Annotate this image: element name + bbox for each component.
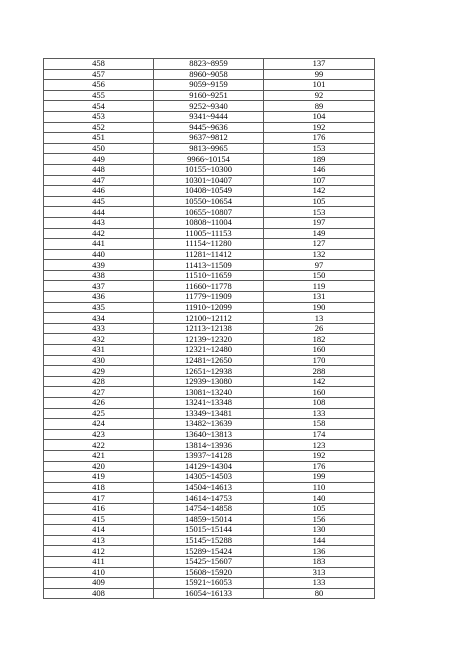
table-row [44,588,375,599]
count-cell: 26 [264,323,375,334]
count-cell: 197 [264,217,375,228]
count-cell: 107 [264,175,375,186]
rank-range-cell: 11910~12099 [154,302,264,313]
count-cell: 313 [264,567,375,578]
rank-range-cell: 9252~9340 [154,101,264,112]
rank-range-cell: 14504~14613 [154,482,264,493]
rank-range-cell: 13937~14128 [154,450,264,461]
rank-range-cell: 11660~11778 [154,281,264,292]
table-row [44,313,375,324]
count-cell: 105 [264,503,375,514]
rank-range-cell: 10655~10807 [154,207,264,218]
score-cell: 443 [44,217,154,228]
score-cell: 448 [44,164,154,175]
rank-range-cell: 14614~14753 [154,493,264,504]
count-cell: 140 [264,493,375,504]
count-cell: 137 [264,59,375,70]
table-row [44,249,375,260]
count-cell: 149 [264,228,375,239]
rank-range-cell: 13081~13240 [154,387,264,398]
table-row [44,419,375,430]
rank-range-cell: 12321~12480 [154,345,264,356]
rank-range-cell: 11510~11659 [154,270,264,281]
table-row [44,302,375,313]
table-row [44,503,375,514]
count-cell: 144 [264,535,375,546]
rank-range-cell: 12100~12112 [154,313,264,324]
rank-range-cell: 9445~9636 [154,122,264,133]
score-cell: 432 [44,334,154,345]
score-cell: 438 [44,270,154,281]
count-cell: 142 [264,376,375,387]
count-cell: 288 [264,366,375,377]
table-row [44,408,375,419]
table-row [44,461,375,472]
count-cell: 104 [264,111,375,122]
score-cell: 454 [44,101,154,112]
count-cell: 105 [264,196,375,207]
score-cell: 437 [44,281,154,292]
count-cell: 170 [264,355,375,366]
score-cell: 416 [44,503,154,514]
count-cell: 153 [264,207,375,218]
count-cell: 176 [264,133,375,144]
rank-range-cell: 9341~9444 [154,111,264,122]
score-cell: 417 [44,493,154,504]
table-row [44,525,375,536]
count-cell: 130 [264,525,375,536]
count-cell: 133 [264,578,375,589]
score-cell: 447 [44,175,154,186]
table-row [44,450,375,461]
rank-range-cell: 11779~11909 [154,292,264,303]
rank-range-cell: 13349~13481 [154,408,264,419]
count-cell: 108 [264,398,375,409]
rank-range-cell: 11005~11153 [154,228,264,239]
table-row [44,260,375,271]
rank-range-cell: 9637~9812 [154,133,264,144]
rank-range-cell: 9813~9965 [154,143,264,154]
count-cell: 160 [264,387,375,398]
table-row [44,101,375,112]
rank-range-cell: 10155~10300 [154,164,264,175]
score-cell: 426 [44,398,154,409]
score-cell: 430 [44,355,154,366]
table-row [44,80,375,91]
table-row [44,90,375,101]
score-cell: 439 [44,260,154,271]
rank-range-cell: 12139~12320 [154,334,264,345]
score-cell: 452 [44,122,154,133]
score-cell: 424 [44,419,154,430]
score-cell: 457 [44,69,154,80]
table-body [44,59,375,599]
count-cell: 97 [264,260,375,271]
rank-range-cell: 12481~12650 [154,355,264,366]
count-cell: 146 [264,164,375,175]
rank-range-cell: 15921~16053 [154,578,264,589]
table-row [44,535,375,546]
rank-range-cell: 10301~10407 [154,175,264,186]
rank-range-cell: 10808~11004 [154,217,264,228]
table-row [44,567,375,578]
score-cell: 427 [44,387,154,398]
table-row [44,154,375,165]
score-cell: 431 [44,345,154,356]
table-row [44,493,375,504]
rank-range-cell: 15289~15424 [154,546,264,557]
rank-range-cell: 14859~15014 [154,514,264,525]
rank-range-cell: 9059~9159 [154,80,264,91]
table-row [44,122,375,133]
count-cell: 132 [264,249,375,260]
score-cell: 451 [44,133,154,144]
rank-range-cell: 8823~8959 [154,59,264,70]
rank-range-cell: 15425~15607 [154,556,264,567]
count-cell: 189 [264,154,375,165]
table-row [44,482,375,493]
table-row [44,207,375,218]
table-row [44,514,375,525]
score-cell: 409 [44,578,154,589]
table-row [44,472,375,483]
score-cell: 429 [44,366,154,377]
table-row [44,366,375,377]
count-cell: 136 [264,546,375,557]
score-cell: 455 [44,90,154,101]
score-cell: 453 [44,111,154,122]
rank-range-cell: 10408~10549 [154,186,264,197]
table-row [44,387,375,398]
rank-range-cell: 12939~13080 [154,376,264,387]
table-row [44,546,375,557]
rank-range-cell: 11154~11280 [154,239,264,250]
rank-range-cell: 14305~14503 [154,472,264,483]
table-row [44,440,375,451]
table-row [44,345,375,356]
rank-range-cell: 13640~13813 [154,429,264,440]
rank-range-cell: 15015~15144 [154,525,264,536]
count-cell: 183 [264,556,375,567]
table-row [44,292,375,303]
rank-range-cell: 15145~15288 [154,535,264,546]
score-cell: 433 [44,323,154,334]
count-cell: 150 [264,270,375,281]
score-cell: 411 [44,556,154,567]
score-cell: 415 [44,514,154,525]
count-cell: 99 [264,69,375,80]
count-cell: 199 [264,472,375,483]
rank-range-cell: 10550~10654 [154,196,264,207]
table-row [44,69,375,80]
count-cell: 127 [264,239,375,250]
rank-range-cell: 14754~14858 [154,503,264,514]
count-cell: 192 [264,122,375,133]
score-cell: 458 [44,59,154,70]
rank-range-cell: 12651~12938 [154,366,264,377]
table-row [44,355,375,366]
count-cell: 131 [264,292,375,303]
score-cell: 428 [44,376,154,387]
count-cell: 89 [264,101,375,112]
table-row [44,228,375,239]
score-cell: 423 [44,429,154,440]
score-cell: 435 [44,302,154,313]
score-cell: 442 [44,228,154,239]
count-cell: 190 [264,302,375,313]
score-cell: 456 [44,80,154,91]
score-cell: 421 [44,450,154,461]
score-cell: 419 [44,472,154,483]
table-row [44,186,375,197]
score-cell: 413 [44,535,154,546]
count-cell: 176 [264,461,375,472]
rank-range-cell: 9966~10154 [154,154,264,165]
table-row [44,376,375,387]
rank-range-cell: 12113~12138 [154,323,264,334]
table-row [44,334,375,345]
table-row [44,323,375,334]
count-cell: 123 [264,440,375,451]
score-cell: 422 [44,440,154,451]
score-cell: 449 [44,154,154,165]
count-cell: 158 [264,419,375,430]
table-row [44,175,375,186]
count-cell: 80 [264,588,375,599]
count-cell: 92 [264,90,375,101]
rank-range-cell: 11281~11412 [154,249,264,260]
table-row [44,578,375,589]
count-cell: 110 [264,482,375,493]
score-cell: 410 [44,567,154,578]
rank-range-cell: 16054~16133 [154,588,264,599]
count-cell: 174 [264,429,375,440]
score-cell: 412 [44,546,154,557]
rank-range-cell: 14129~14304 [154,461,264,472]
count-cell: 142 [264,186,375,197]
table-row [44,143,375,154]
score-cell: 445 [44,196,154,207]
score-cell: 436 [44,292,154,303]
table-row [44,239,375,250]
rank-range-cell: 13814~13936 [154,440,264,451]
count-cell: 156 [264,514,375,525]
table-row [44,429,375,440]
score-rank-table [43,58,375,599]
score-cell: 441 [44,239,154,250]
score-cell: 450 [44,143,154,154]
table-row [44,196,375,207]
table-row [44,217,375,228]
score-cell: 444 [44,207,154,218]
table-row [44,111,375,122]
rank-range-cell: 13482~13639 [154,419,264,430]
score-cell: 425 [44,408,154,419]
score-cell: 434 [44,313,154,324]
count-cell: 153 [264,143,375,154]
count-cell: 101 [264,80,375,91]
score-cell: 446 [44,186,154,197]
count-cell: 182 [264,334,375,345]
score-cell: 440 [44,249,154,260]
table-row [44,556,375,567]
count-cell: 13 [264,313,375,324]
rank-range-cell: 13241~13348 [154,398,264,409]
table-row [44,164,375,175]
score-cell: 420 [44,461,154,472]
count-cell: 160 [264,345,375,356]
table-row [44,281,375,292]
table-row [44,270,375,281]
score-cell: 414 [44,525,154,536]
rank-range-cell: 11413~11509 [154,260,264,271]
rank-range-cell: 8960~9058 [154,69,264,80]
count-cell: 119 [264,281,375,292]
rank-range-cell: 15608~15920 [154,567,264,578]
table-row [44,398,375,409]
count-cell: 192 [264,450,375,461]
score-cell: 408 [44,588,154,599]
count-cell: 133 [264,408,375,419]
table-row [44,59,375,70]
rank-range-cell: 9160~9251 [154,90,264,101]
table-row [44,133,375,144]
score-cell: 418 [44,482,154,493]
